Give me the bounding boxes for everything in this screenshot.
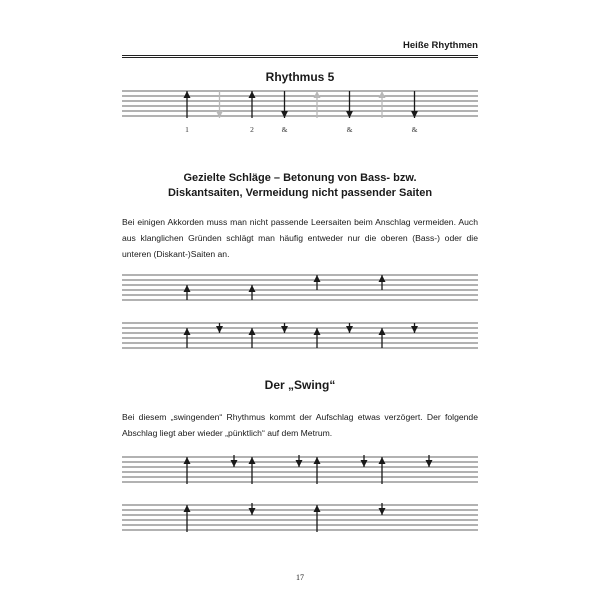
header-rule-bottom xyxy=(122,57,478,58)
upstroke-arrow-icon xyxy=(314,275,321,290)
arrow-head xyxy=(314,328,321,335)
swing-staff-b xyxy=(122,500,478,534)
gezielte-title-line1: Gezielte Schläge – Betonung von Bass- bzw. xyxy=(183,172,417,184)
gezielte-staff-a xyxy=(122,272,478,302)
count-label: 1 xyxy=(185,125,189,134)
arrow-head xyxy=(184,505,191,512)
upstroke-arrow-icon xyxy=(379,91,386,118)
upstroke-arrow-icon xyxy=(184,91,191,118)
arrow-head xyxy=(361,460,368,467)
arrow-head xyxy=(249,508,256,515)
arrow-head xyxy=(249,91,256,98)
upstroke-arrow-icon xyxy=(184,505,191,532)
arrow-head xyxy=(249,328,256,335)
arrow-head xyxy=(314,457,321,464)
gezielte-staff-a-svg xyxy=(122,272,478,302)
downstroke-arrow-icon xyxy=(216,323,223,333)
upstroke-arrow-icon xyxy=(314,457,321,484)
gezielte-staff-b-svg xyxy=(122,320,478,350)
arrow-head xyxy=(379,457,386,464)
swing-paragraph: Bei diesem „swingenden“ Rhythmus kommt der Aufschlag etwas verzögert. Der folgende Abschlag liegt aber wieder „pünktlich“ auf dem Metrum. xyxy=(122,412,478,438)
page-number: 17 xyxy=(296,573,304,582)
arrow-head xyxy=(281,326,288,333)
downstroke-arrow-icon xyxy=(216,91,223,118)
running-header: Heiße Rhythmen xyxy=(403,40,478,51)
arrow-head xyxy=(314,505,321,512)
arrow-head xyxy=(184,328,191,335)
swing-title: Der „Swing“ xyxy=(264,378,336,392)
rhythmus5-staff-svg xyxy=(122,88,478,136)
upstroke-arrow-icon xyxy=(249,457,256,484)
gezielte-title-line2: Diskantsaiten, Vermeidung nicht passender Saiten xyxy=(167,187,433,199)
arrow-head xyxy=(379,275,386,282)
count-label: & xyxy=(346,125,353,134)
arrow-head xyxy=(231,460,238,467)
downstroke-arrow-icon xyxy=(411,91,418,118)
arrow-head xyxy=(216,326,223,333)
upstroke-arrow-icon xyxy=(379,275,386,290)
rhythmus5-title: Rhythmus 5 xyxy=(265,70,335,84)
upstroke-arrow-icon xyxy=(314,505,321,532)
swing-staff-b-svg xyxy=(122,500,478,534)
downstroke-arrow-icon xyxy=(346,91,353,118)
arrow-head xyxy=(379,328,386,335)
upstroke-arrow-icon xyxy=(184,285,191,300)
count-label: & xyxy=(281,125,288,134)
gezielte-staff-b xyxy=(122,320,478,350)
upstroke-arrow-icon xyxy=(249,285,256,300)
arrow-head xyxy=(296,460,303,467)
arrow-head xyxy=(379,508,386,515)
arrow-head xyxy=(184,457,191,464)
arrow-head xyxy=(379,91,386,98)
arrow-head xyxy=(184,285,191,292)
arrow-head xyxy=(411,326,418,333)
upstroke-arrow-icon xyxy=(314,91,321,118)
arrow-head xyxy=(281,111,288,118)
upstroke-arrow-icon xyxy=(184,457,191,484)
downstroke-arrow-icon xyxy=(346,323,353,333)
downstroke-arrow-icon xyxy=(411,323,418,333)
arrow-head xyxy=(249,285,256,292)
gezielte-title xyxy=(122,171,478,201)
gezielte-paragraph: Bei einigen Akkorden muss man nicht passende Leersaiten beim Anschlag vermeiden. Auch aus klanglichen Gründen schlägt man häufig entweder nur die oberen (Bass-) oder die unteren (Diskant-)Saiten an. xyxy=(122,217,478,259)
count-label: & xyxy=(411,125,418,134)
arrow-head xyxy=(249,457,256,464)
rhythmus5-staff xyxy=(122,88,478,136)
arrow-head xyxy=(346,326,353,333)
swing-staff-a xyxy=(122,452,478,486)
arrow-head xyxy=(314,275,321,282)
arrow-head xyxy=(346,111,353,118)
upstroke-arrow-icon xyxy=(249,91,256,118)
header-rule-top xyxy=(122,55,478,56)
arrow-head xyxy=(184,91,191,98)
downstroke-arrow-icon xyxy=(281,91,288,118)
downstroke-arrow-icon xyxy=(281,323,288,333)
count-label: 2 xyxy=(250,125,254,134)
upstroke-arrow-icon xyxy=(379,457,386,484)
arrow-head xyxy=(426,460,433,467)
arrow-head xyxy=(216,111,223,118)
arrow-head xyxy=(314,91,321,98)
arrow-head xyxy=(411,111,418,118)
swing-staff-a-svg xyxy=(122,452,478,486)
